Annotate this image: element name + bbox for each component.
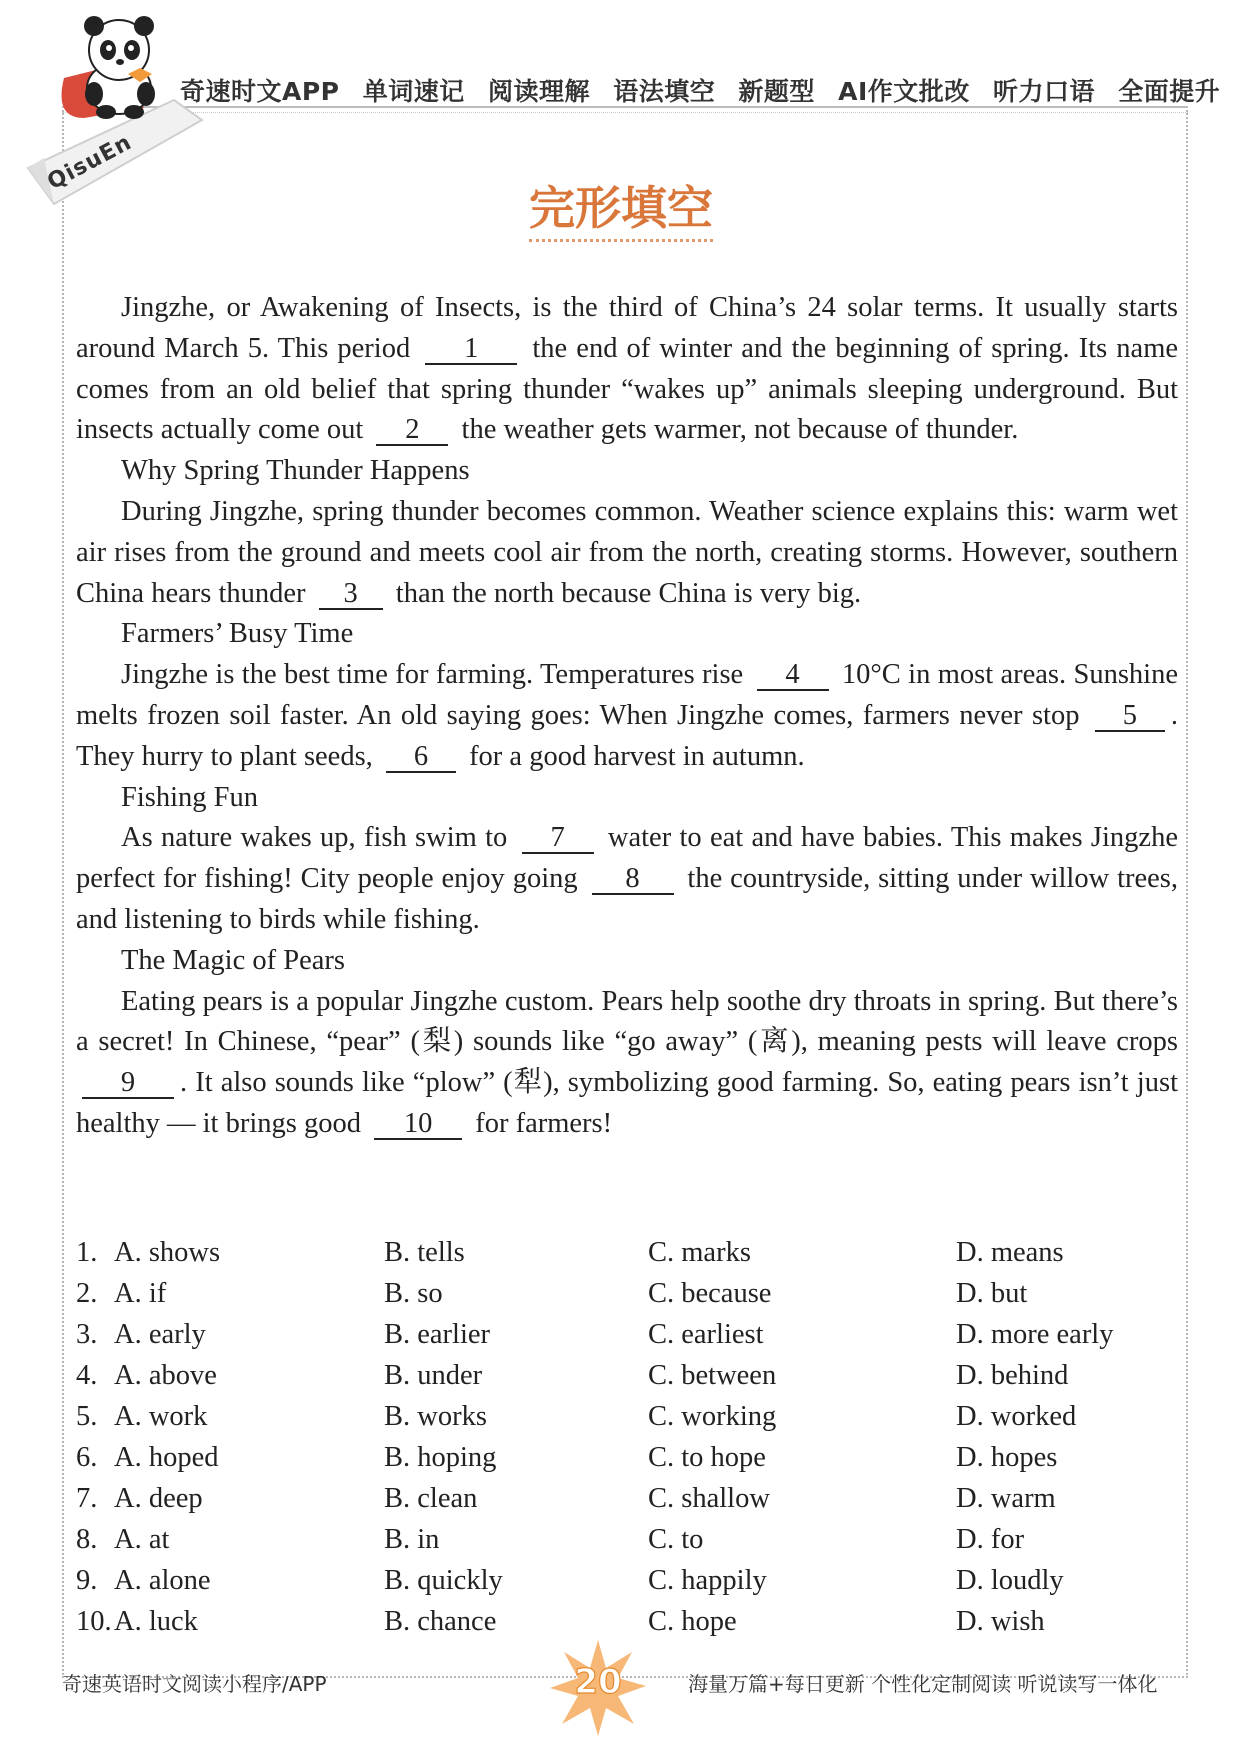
paragraph: Jingzhe, or Awakening of Insects, is the third of China’s 24 solar terms. It usually starts around March 5. This period 1 the end of winter and the beginning of spring. Its name comes from an old belief that spring thunder “wakes up” animals sleeping underground. But insects actually come out 2 the weather gets warmer, not because of thunder. bbox=[76, 292, 1179, 446]
option-d: D. more early bbox=[956, 1318, 1114, 1350]
option-d: D. warm bbox=[956, 1482, 1056, 1514]
option-c: C. shallow bbox=[648, 1482, 770, 1514]
option-c: C. to bbox=[648, 1523, 704, 1555]
option-d: D. for bbox=[956, 1523, 1025, 1555]
blank: 9 bbox=[82, 1069, 174, 1099]
option-b: B. under bbox=[384, 1359, 483, 1391]
option-d: D. wish bbox=[956, 1605, 1045, 1637]
option-a: A. if bbox=[114, 1277, 167, 1309]
option-b: B. hoping bbox=[384, 1441, 497, 1473]
app-item: AI作文批改 bbox=[838, 77, 970, 106]
option-d: D. means bbox=[956, 1236, 1064, 1268]
option-c: C. because bbox=[648, 1277, 772, 1309]
section-heading: Farmers’ Busy Time bbox=[121, 618, 354, 650]
blank: 3 bbox=[319, 580, 383, 610]
option-a: A. shows bbox=[114, 1236, 221, 1268]
option-d: D. worked bbox=[956, 1400, 1077, 1432]
question-number: 5. bbox=[76, 1400, 98, 1432]
option-a: A. work bbox=[114, 1400, 208, 1432]
question-number: 8. bbox=[76, 1523, 98, 1555]
option-row bbox=[76, 1560, 1178, 1601]
option-a: A. hoped bbox=[114, 1441, 219, 1473]
paragraph: As nature wakes up, fish swim to 7 water to eat and have babies. This makes Jingzhe perfect for fishing! City people enjoy going 8 the countryside, sitting under willow trees, and listening to birds while fishing. bbox=[76, 822, 1178, 935]
option-a: A. at bbox=[114, 1523, 170, 1555]
option-c: C. earliest bbox=[648, 1318, 764, 1350]
option-d: D. hopes bbox=[956, 1441, 1058, 1473]
option-row bbox=[76, 1273, 1178, 1314]
question-number: 6. bbox=[76, 1441, 98, 1473]
option-c: C. hope bbox=[648, 1605, 737, 1637]
blank: 10 bbox=[374, 1110, 462, 1140]
option-row bbox=[76, 1396, 1178, 1437]
blank: 1 bbox=[425, 335, 517, 365]
answer-options bbox=[76, 1232, 1178, 1642]
option-b: B. so bbox=[384, 1277, 443, 1309]
app-item: 阅读理解 bbox=[487, 77, 590, 106]
paragraph: Jingzhe is the best time for farming. Temperatures rise 4 10°C in most areas. Sunshine melts frozen soil faster. An old saying goes: When Jingzhe comes, farmers never stop 5 . They hurry to plant seeds, 6 for a good harvest in autumn. bbox=[76, 659, 1179, 772]
app-item: 听力口语 bbox=[993, 77, 1096, 106]
option-row bbox=[76, 1437, 1178, 1478]
section-heading: Why Spring Thunder Happens bbox=[121, 455, 470, 487]
option-c: C. to hope bbox=[648, 1441, 766, 1473]
cloze-passage bbox=[76, 288, 1178, 1145]
option-row bbox=[76, 1519, 1178, 1560]
blank: 5 bbox=[1095, 702, 1165, 732]
option-row bbox=[76, 1232, 1178, 1273]
option-b: B. tells bbox=[384, 1236, 465, 1268]
option-b: B. works bbox=[384, 1400, 487, 1432]
option-b: B. clean bbox=[384, 1482, 478, 1514]
option-d: D. but bbox=[956, 1277, 1028, 1309]
brand-ribbon-text: QisuEn bbox=[43, 129, 137, 196]
option-a: A. luck bbox=[114, 1605, 198, 1637]
option-row bbox=[76, 1601, 1178, 1642]
footer-slogan: 海量万篇+每日更新 个性化定制阅读 听说读写一体化 bbox=[688, 1672, 1158, 1696]
app-item: 新题型 bbox=[738, 77, 815, 106]
option-c: C. between bbox=[648, 1359, 777, 1391]
option-c: C. marks bbox=[648, 1236, 751, 1268]
option-a: A. deep bbox=[114, 1482, 203, 1514]
app-item: 全面提升 bbox=[1118, 77, 1221, 106]
blank: 4 bbox=[757, 661, 829, 691]
option-c: C. happily bbox=[648, 1564, 767, 1596]
question-number: 7. bbox=[76, 1482, 98, 1514]
option-b: B. quickly bbox=[384, 1564, 503, 1596]
question-number: 9. bbox=[76, 1564, 98, 1596]
paragraph: Eating pears is a popular Jingzhe custom. Pears help soothe dry throats in spring. But there’s a secret! In Chinese, “pear” (梨) sounds like “go away” (离), meaning pests will leave crops 9 . It also sounds like “plow” (犁), symbolizing good farming. So, eating pears isn’t just healthy — it brings good 10 for farmers! bbox=[76, 985, 1178, 1139]
blank: 7 bbox=[522, 824, 594, 854]
app-item: 奇速时文APP bbox=[180, 77, 340, 106]
blank: 8 bbox=[592, 865, 674, 895]
option-row bbox=[76, 1314, 1178, 1355]
option-row bbox=[76, 1478, 1178, 1519]
option-a: A. early bbox=[114, 1318, 206, 1350]
question-number: 3. bbox=[76, 1318, 98, 1350]
page-title: 完形填空 bbox=[0, 172, 1242, 238]
blank: 2 bbox=[376, 416, 448, 446]
app-item: 语法填空 bbox=[613, 77, 716, 106]
section-heading: The Magic of Pears bbox=[121, 944, 345, 976]
option-c: C. working bbox=[648, 1400, 777, 1432]
option-a: A. above bbox=[114, 1359, 217, 1391]
blank: 6 bbox=[386, 743, 456, 773]
app-item: 单词速记 bbox=[362, 77, 465, 106]
question-number: 10. bbox=[76, 1605, 112, 1637]
option-b: B. chance bbox=[384, 1605, 497, 1637]
app-feature-bar bbox=[180, 72, 1221, 108]
question-number: 2. bbox=[76, 1277, 98, 1309]
option-d: D. behind bbox=[956, 1359, 1069, 1391]
page-number: 20 bbox=[574, 1662, 622, 1702]
section-heading: Fishing Fun bbox=[121, 781, 259, 813]
option-a: A. alone bbox=[114, 1564, 211, 1596]
footer-app-text: 奇速英语时文阅读小程序/APP bbox=[62, 1672, 327, 1696]
option-b: B. in bbox=[384, 1523, 440, 1555]
option-b: B. earlier bbox=[384, 1318, 491, 1350]
question-number: 1. bbox=[76, 1236, 98, 1268]
option-row bbox=[76, 1355, 1178, 1396]
question-number: 4. bbox=[76, 1359, 98, 1391]
paragraph: During Jingzhe, spring thunder becomes common. Weather science explains this: warm wet air rises from the ground and meets cool air from the north, creating storms. However, southern China hears thunder 3 than the north because China is very big. bbox=[76, 495, 1178, 609]
option-d: D. loudly bbox=[956, 1564, 1064, 1596]
